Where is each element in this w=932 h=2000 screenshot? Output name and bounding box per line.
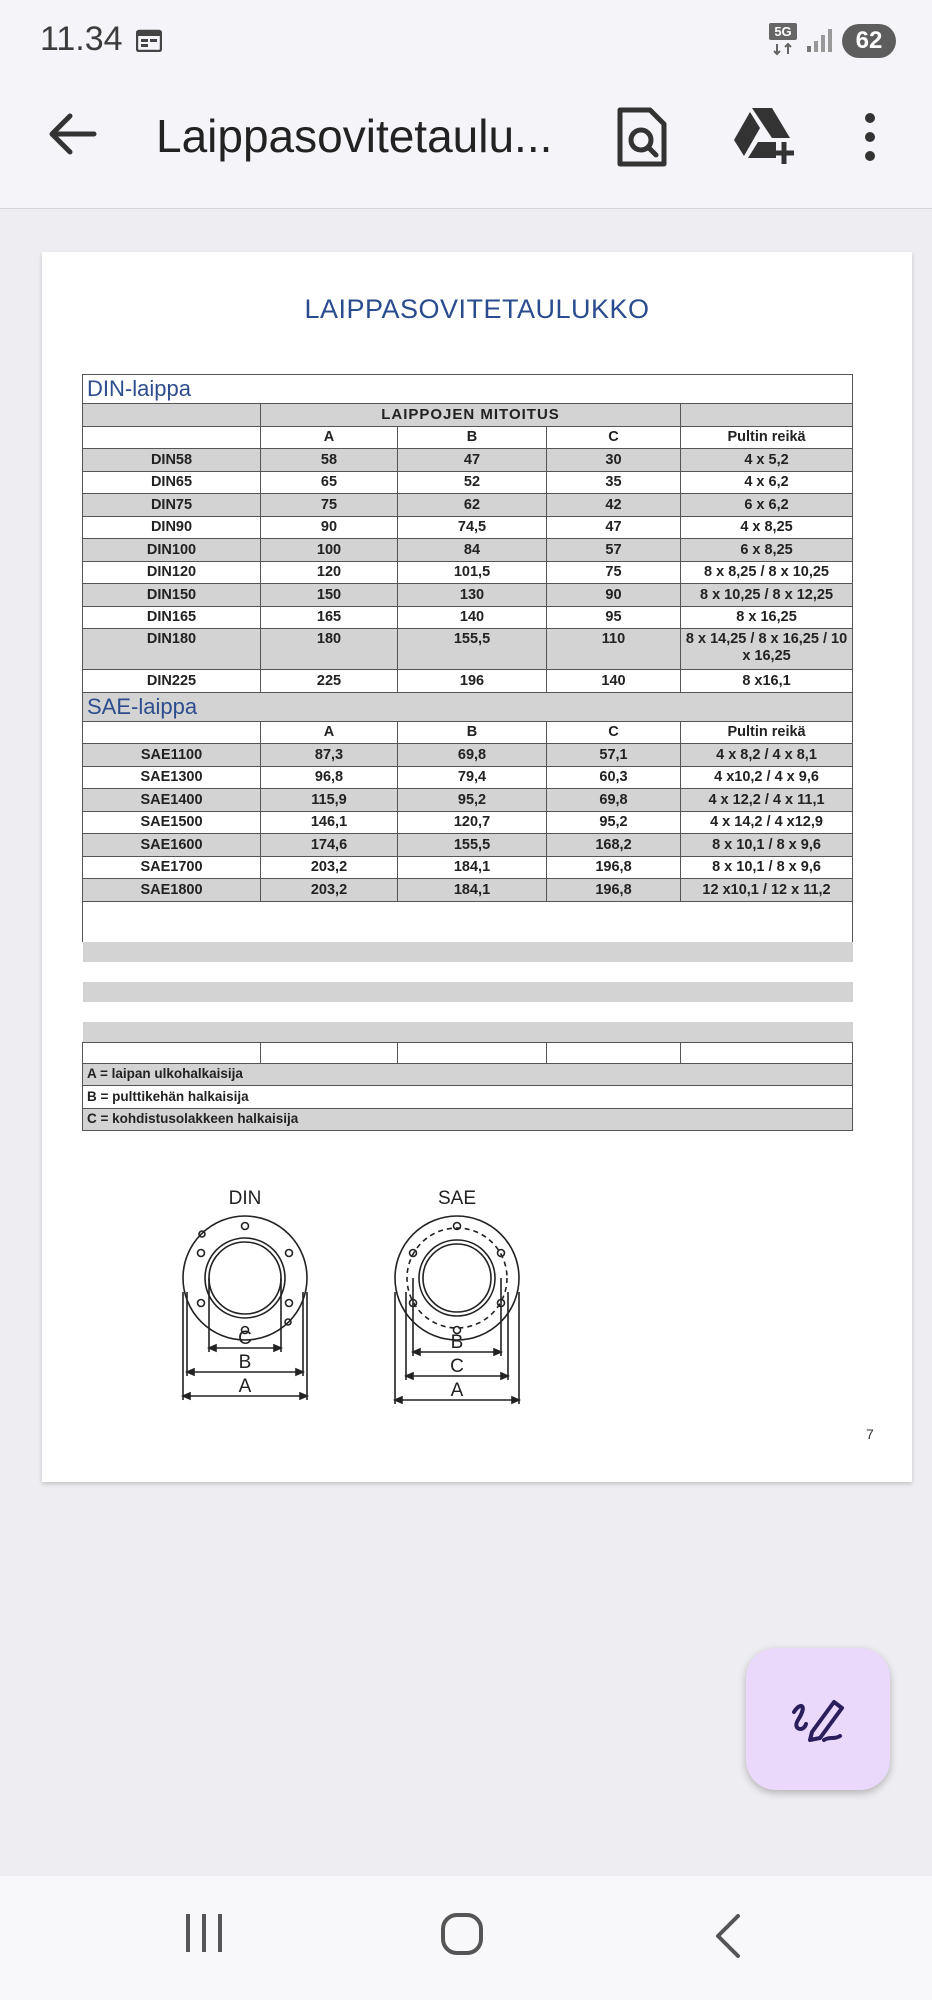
dim-c-cell: 140 [547, 670, 681, 693]
dim-a-cell: 203,2 [261, 879, 398, 902]
table-row [83, 584, 853, 607]
bolt-hole-cell: 8 x 10,1 / 8 x 9,6 [681, 856, 853, 879]
document-page [42, 252, 912, 1482]
signal-icon [806, 26, 834, 54]
network-label: 5G [774, 24, 792, 39]
dim-b-cell: 140 [398, 606, 547, 629]
flange-diagram [172, 1182, 602, 1422]
dim-c-cell: 196,8 [547, 879, 681, 902]
back-arrow-icon[interactable] [44, 106, 100, 162]
column-header-empty [83, 721, 261, 744]
dim-a-cell: 115,9 [261, 789, 398, 812]
din-dim-c: C [238, 1328, 252, 1349]
dim-c-cell: 57 [547, 539, 681, 562]
bolt-hole-cell: 8 x 16,25 [681, 606, 853, 629]
sae-section-title: SAE-laippa [83, 692, 853, 721]
network-5g-icon [768, 22, 798, 56]
dim-a-cell: 96,8 [261, 766, 398, 789]
dim-a-cell: 87,3 [261, 744, 398, 767]
document-title: Laippasovitetaulu... [156, 110, 553, 162]
flange-name-cell: DIN65 [83, 471, 261, 494]
flange-name-cell: DIN150 [83, 584, 261, 607]
table-row [83, 516, 853, 539]
dim-a-cell: 150 [261, 584, 398, 607]
calendar-icon [136, 28, 162, 52]
more-options-icon[interactable] [860, 112, 880, 162]
column-header-c: C [547, 426, 681, 449]
dim-c-cell: 196,8 [547, 856, 681, 879]
dim-b-cell: 120,7 [398, 811, 547, 834]
dim-a-cell: 90 [261, 516, 398, 539]
empty-row [83, 1042, 853, 1063]
dim-a-cell: 65 [261, 471, 398, 494]
dim-c-cell: 42 [547, 494, 681, 517]
header-empty-cell [83, 404, 261, 427]
column-header-b: B [398, 426, 547, 449]
dim-c-cell: 95 [547, 606, 681, 629]
bolt-hole-cell: 4 x 8,2 / 4 x 8,1 [681, 744, 853, 767]
flange-table-area [82, 374, 852, 1131]
flange-name-cell: DIN180 [83, 629, 261, 670]
table-row [83, 834, 853, 857]
legend-row [83, 1063, 853, 1086]
empty-row [83, 901, 853, 922]
dim-b-cell: 84 [398, 539, 547, 562]
bolt-hole-cell: 12 x10,1 / 12 x 11,2 [681, 879, 853, 902]
flange-name-cell: SAE1600 [83, 834, 261, 857]
dim-a-cell: 120 [261, 561, 398, 584]
column-header-b: B [398, 721, 547, 744]
bolt-hole-cell: 4 x10,2 / 4 x 9,6 [681, 766, 853, 789]
home-icon[interactable] [440, 1912, 484, 1956]
dim-c-cell: 90 [547, 584, 681, 607]
dim-b-cell: 184,1 [398, 879, 547, 902]
dim-c-cell: 47 [547, 516, 681, 539]
table-row [83, 670, 853, 693]
bolt-hole-cell: 8 x16,1 [681, 670, 853, 693]
dim-a-cell: 146,1 [261, 811, 398, 834]
table-row [83, 561, 853, 584]
dim-c-cell: 69,8 [547, 789, 681, 812]
column-header-a: A [261, 721, 398, 744]
table-row [83, 494, 853, 517]
dim-b-cell: 196 [398, 670, 547, 693]
table-row [83, 449, 853, 472]
dim-b-cell: 74,5 [398, 516, 547, 539]
bolt-hole-cell: 8 x 10,1 / 8 x 9,6 [681, 834, 853, 857]
flange-name-cell: SAE1100 [83, 744, 261, 767]
sae-dim-c: C [450, 1356, 464, 1377]
nav-back-icon[interactable] [712, 1912, 742, 1960]
battery-indicator: 62 [842, 24, 896, 58]
dim-b-cell: 155,5 [398, 834, 547, 857]
empty-row [83, 962, 853, 982]
header-empty-cell [681, 404, 853, 427]
sae-dim-a: A [450, 1380, 464, 1401]
dim-a-cell: 180 [261, 629, 398, 670]
flange-name-cell: DIN58 [83, 449, 261, 472]
table-row [83, 606, 853, 629]
dim-c-cell: 57,1 [547, 744, 681, 767]
column-header-empty [83, 426, 261, 449]
dim-c-cell: 95,2 [547, 811, 681, 834]
din-diagram-label: DIN [228, 1188, 262, 1209]
dim-b-cell: 95,2 [398, 789, 547, 812]
dim-a-cell: 58 [261, 449, 398, 472]
dim-a-cell: 75 [261, 494, 398, 517]
table-row [83, 539, 853, 562]
dim-b-cell: 101,5 [398, 561, 547, 584]
sae-diagram-label: SAE [437, 1188, 477, 1209]
bolt-hole-cell: 8 x 14,25 / 8 x 16,25 / 10 x 16,25 [681, 629, 853, 670]
empty-row [83, 922, 853, 942]
flange-name-cell: DIN100 [83, 539, 261, 562]
flange-name-cell: DIN90 [83, 516, 261, 539]
dim-a-cell: 100 [261, 539, 398, 562]
table-row [83, 471, 853, 494]
add-to-drive-icon[interactable] [732, 106, 798, 164]
empty-row [83, 982, 853, 1002]
table-row [83, 811, 853, 834]
annotate-fab[interactable] [746, 1648, 890, 1790]
legend-row [83, 1086, 853, 1109]
din-dim-b: B [238, 1352, 252, 1373]
dim-c-cell: 168,2 [547, 834, 681, 857]
dim-c-cell: 35 [547, 471, 681, 494]
dim-b-cell: 62 [398, 494, 547, 517]
legend-a: A = laipan ulkohalkaisija [83, 1063, 853, 1086]
dim-b-cell: 79,4 [398, 766, 547, 789]
bolt-hole-cell: 4 x 12,2 / 4 x 11,1 [681, 789, 853, 812]
din-column-header-row [83, 426, 853, 449]
dim-b-cell: 184,1 [398, 856, 547, 879]
dimensions-header: LAIPPOJEN MITOITUS [261, 404, 681, 427]
din-dim-a: A [238, 1376, 252, 1397]
dim-a-cell: 225 [261, 670, 398, 693]
sae-column-header-row [83, 721, 853, 744]
din-section-title: DIN-laippa [83, 375, 853, 404]
dim-b-cell: 47 [398, 449, 547, 472]
empty-row [83, 1002, 853, 1022]
dim-b-cell: 155,5 [398, 629, 547, 670]
dim-a-cell: 174,6 [261, 834, 398, 857]
flange-name-cell: DIN120 [83, 561, 261, 584]
dim-a-cell: 165 [261, 606, 398, 629]
table-row [83, 629, 853, 670]
table-row [83, 879, 853, 902]
bolt-hole-cell: 6 x 6,2 [681, 494, 853, 517]
bolt-hole-cell: 4 x 14,2 / 4 x12,9 [681, 811, 853, 834]
flange-name-cell: SAE1300 [83, 766, 261, 789]
dim-c-cell: 60,3 [547, 766, 681, 789]
pen-scribble-icon [790, 1692, 846, 1748]
empty-row [83, 942, 853, 962]
dim-b-cell: 52 [398, 471, 547, 494]
dim-c-cell: 75 [547, 561, 681, 584]
bolt-hole-cell: 6 x 8,25 [681, 539, 853, 562]
flange-name-cell: DIN75 [83, 494, 261, 517]
bolt-hole-cell: 4 x 6,2 [681, 471, 853, 494]
legend-b: B = pulttikehän halkaisija [83, 1086, 853, 1109]
table-row [83, 766, 853, 789]
dim-b-cell: 69,8 [398, 744, 547, 767]
flange-name-cell: DIN165 [83, 606, 261, 629]
dim-a-cell: 203,2 [261, 856, 398, 879]
flange-name-cell: SAE1500 [83, 811, 261, 834]
legend-c: C = kohdistusolakkeen halkaisija [83, 1108, 853, 1131]
search-in-document-icon[interactable] [614, 106, 670, 168]
flange-name-cell: SAE1400 [83, 789, 261, 812]
status-time: 11.34 [40, 20, 123, 58]
flange-table [82, 374, 853, 1131]
sae-dim-b: B [450, 1332, 464, 1353]
flange-name-cell: SAE1800 [83, 879, 261, 902]
column-header-a: A [261, 426, 398, 449]
bolt-hole-cell: 4 x 5,2 [681, 449, 853, 472]
page-number: 7 [866, 1426, 874, 1442]
column-header-bolt-hole: Pultin reikä [681, 721, 853, 744]
page-heading: LAIPPASOVITETAULUKKO [304, 294, 650, 324]
flange-name-cell: DIN225 [83, 670, 261, 693]
recent-apps-icon[interactable] [182, 1910, 226, 1956]
bolt-hole-cell: 8 x 8,25 / 8 x 10,25 [681, 561, 853, 584]
dim-c-cell: 110 [547, 629, 681, 670]
table-row [83, 744, 853, 767]
status-bar [0, 0, 932, 80]
column-header-c: C [547, 721, 681, 744]
dim-c-cell: 30 [547, 449, 681, 472]
dim-b-cell: 130 [398, 584, 547, 607]
column-header-bolt-hole: Pultin reikä [681, 426, 853, 449]
bolt-hole-cell: 4 x 8,25 [681, 516, 853, 539]
bolt-hole-cell: 8 x 10,25 / 8 x 12,25 [681, 584, 853, 607]
legend-row [83, 1108, 853, 1131]
empty-row [83, 1022, 853, 1043]
flange-name-cell: SAE1700 [83, 856, 261, 879]
table-row [83, 789, 853, 812]
table-row [83, 856, 853, 879]
